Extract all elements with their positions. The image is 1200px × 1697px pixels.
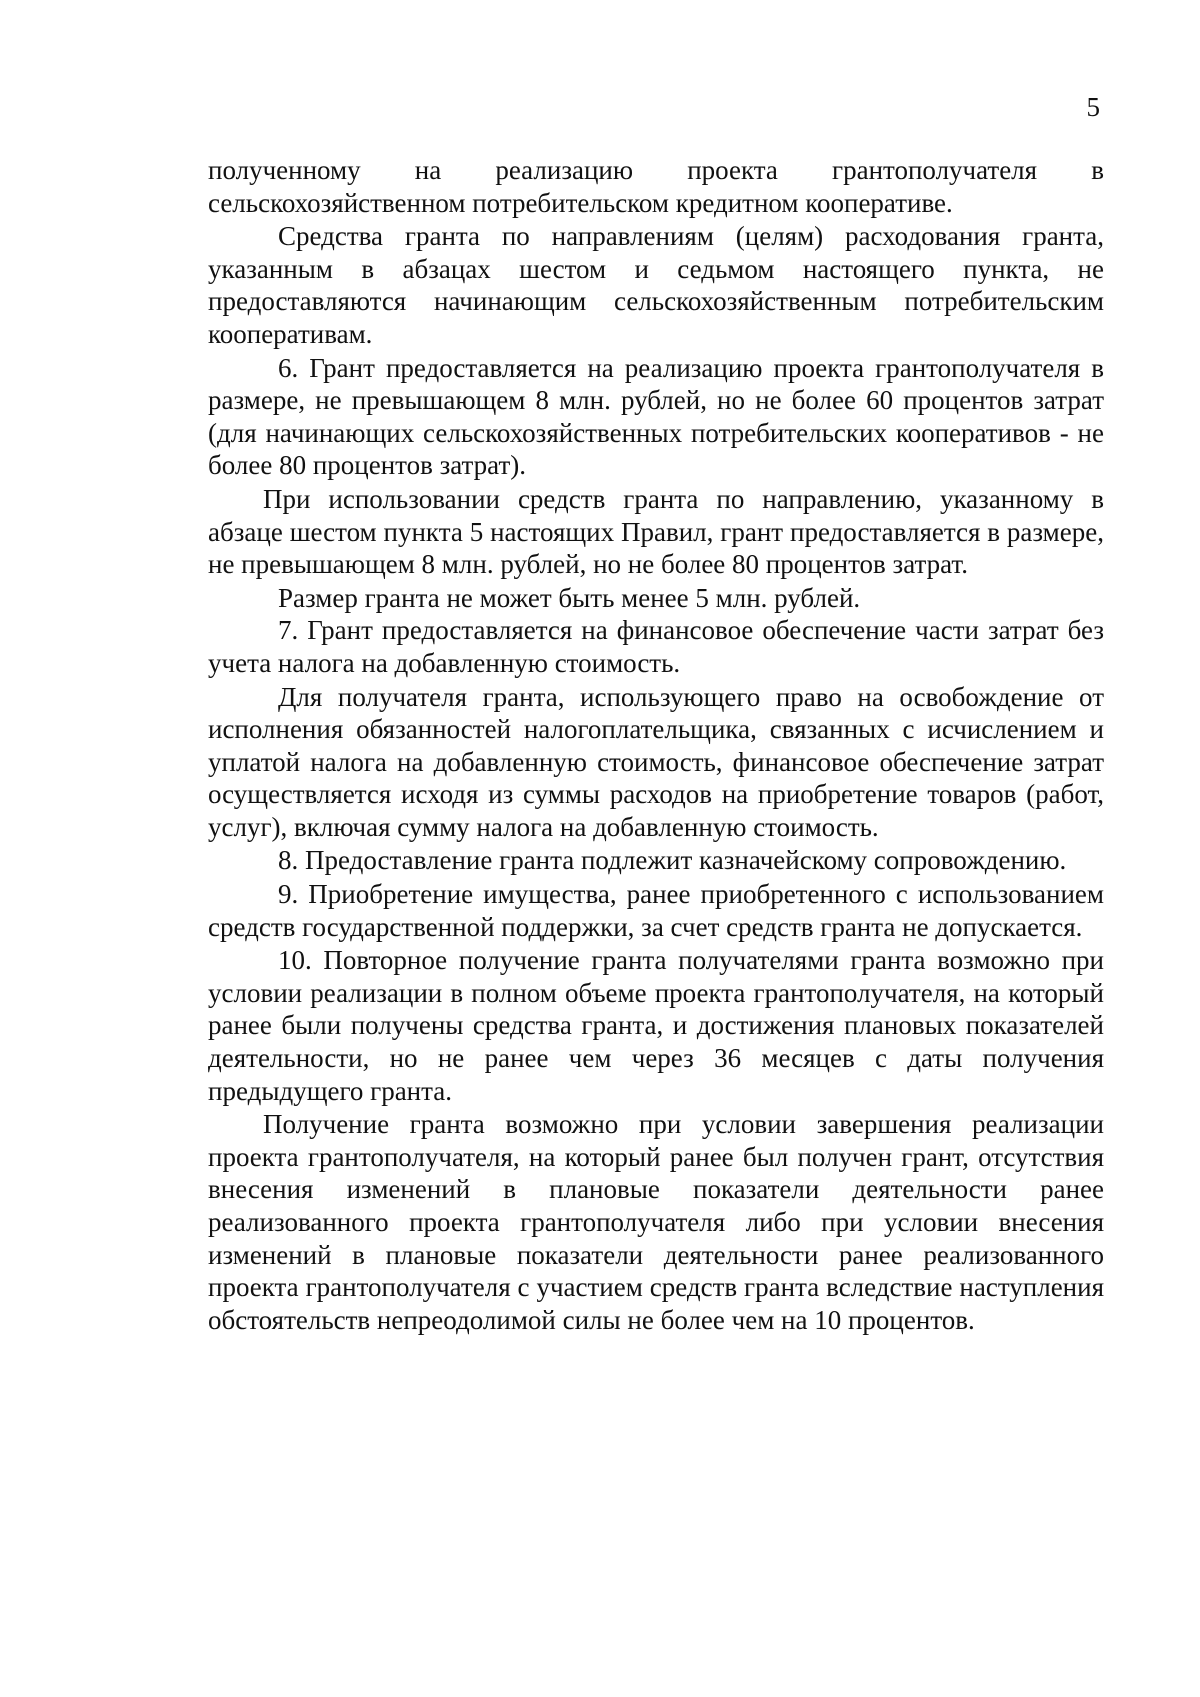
paragraph-clause-10: 10. Повторное получение гранта получателями гранта возможно при условии реализации в полном объеме проекта грантополучателя, на который ранее были получены средства гранта, и достижения плановых показателей деятельности, но не ранее чем через 36 месяцев с даты получения предыдущего гранта. (208, 945, 1104, 1106)
paragraph-clause-7: 7. Грант предоставляется на финансовое обеспечение части затрат без учета налога на добавленную стоимость. (208, 615, 1104, 678)
document-body (208, 154, 1104, 1336)
paragraph: Размер гранта не может быть менее 5 млн. рублей. (278, 582, 861, 613)
paragraph: Получение гранта возможно при условии завершения реализации проекта грантополучателя, на который ранее был получен грант, отсутствия внесения изменений в плановые показатели деятельности ранее реализованного проекта грантополучателя либо при условии внесения изменений в плановые показатели деятельности ранее реализованного проекта грантополучателя с участием средств гранта вследствие наступления обстоятельств непреодолимой силы не более чем на 10 процентов. (208, 1109, 1104, 1335)
paragraph-clause-8: 8. Предоставление гранта подлежит казначейскому сопровождению. (278, 845, 1067, 876)
page-number: 5 (1086, 92, 1100, 122)
paragraph: Средства гранта по направлениям (целям) расходования гранта, указанным в абзацах шестом и седьмом настоящего пункта, не предоставляются начинающим сельскохозяйственным потребительским кооперативам. (208, 221, 1104, 349)
paragraph: При использовании средств гранта по направлению, указанному в абзаце шестом пункта 5 настоящих Правил, грант предоставляется в размере, не превышающем 8 млн. рублей, но не более 80 процентов затрат. (208, 483, 1104, 580)
paragraph-clause-6: 6. Грант предоставляется на реализацию проекта грантополучателя в размере, не превышающем 8 млн. рублей, но не более 60 процентов затрат (для начинающих сельскохозяйственных потребительских кооперативов - не более 80 процентов затрат). (208, 352, 1104, 481)
paragraph: Для получателя гранта, использующего право на освобождение от исполнения обязанностей налогоплательщика, связанных с исчислением и уплатой налога на добавленную стоимость, финансовое обеспечение затрат осуществляется исходя из суммы расходов на приобретение товаров (работ, услуг), включая сумму налога на добавленную стоимость. (208, 681, 1104, 842)
paragraph-continuation: полученному на реализацию проекта грантополучателя в сельскохозяйственном потребительском кредитном кооперативе. (208, 155, 1104, 218)
paragraph-clause-9: 9. Приобретение имущества, ранее приобретенного с использованием средств государственной поддержки, за счет средств гранта не допускается. (208, 879, 1104, 942)
